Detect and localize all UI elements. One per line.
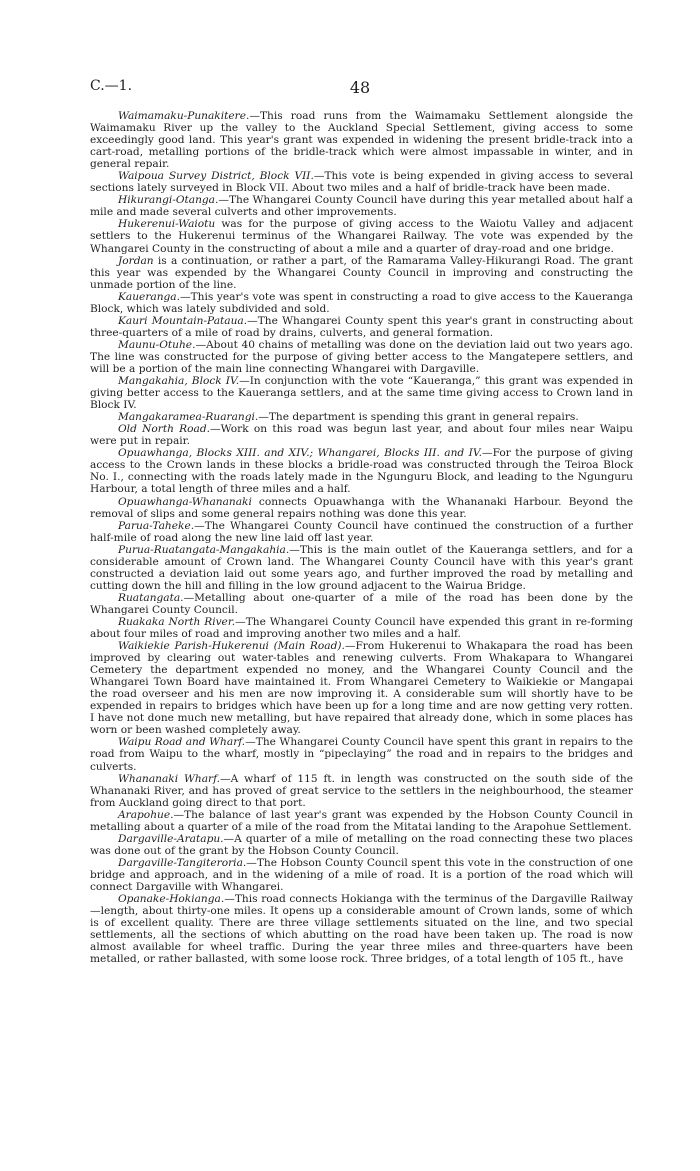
paragraph-lead: Dargaville-Aratapu. [118,832,224,845]
paragraph-lead: Parua-Taheke. [118,519,195,532]
page-header [90,78,630,98]
paragraph [90,315,633,339]
paragraph-lead: Jordan [118,254,154,267]
paragraph-lead: Old North Road. [118,423,210,436]
paragraph [90,736,633,772]
paragraph [90,640,633,736]
paragraph [90,857,633,893]
paragraph [90,544,633,592]
paragraph [90,592,633,616]
paragraph-text: —Work on this road was begun last year, and about four miles near Waipu were put in repair. [90,423,633,448]
paragraph-text: —This is the main outlet of the Kaueranga settlers, and for a considerable amount of Crown land. The Whangarei County Council have with this year's grant constructed a deviation laid out some years ago, and further improved the road by metalling and cutting down the hill and filling in the low ground adjacent to the Wairua Bridge. [90,543,633,592]
paragraph-lead: Arapohue. [118,808,174,821]
paragraph-text: —This road connects Hokianga with the terminus of the Dargaville Railway—length, about thirty-one miles. It opens up a considerable amount of Crown lands, some of which is of excellent quality. There are three village settlements situated on the line, and two special settlements, all the sections of which abutting on the road have been taken up. The road is now almost available for wheel traffic. During the year three miles and three-quarters have been metalled, or rather ballasted, with some loose rock. Three bridges, of a total length of 105 ft., have [90,893,633,966]
paragraph [90,520,633,544]
paragraph-text: —A wharf of 115 ft. in length was constructed on the south side of the Whananaki River, and has proved of great service to the settlers in the neighbourhood, the steamer from Auckland going direct to that port. [90,772,633,809]
paragraph [90,170,633,194]
paragraph [90,893,633,965]
paragraph-text: —The Whangarei County Council have continued the construction of a further half-mile of road along the new line laid off last year. [90,519,633,544]
paragraph [90,375,633,411]
paragraph [90,447,633,495]
paragraph-lead: Waipoua Survey District, Block VII. [118,170,314,183]
paragraph [90,809,633,833]
paragraph-lead: Mangakahia, Block IV. [118,375,240,388]
paragraph-text: —Metalling about one-quarter of a mile of the road has been done by the Whangarei County Council. [90,591,633,616]
paragraph [90,773,633,809]
paragraph-text: —The Hobson County Council spent this vote in the construction of one bridge and approach, and in the widening of a mile of road. It is a portion of the road which will connect Dargaville with Whangarei. [90,856,633,893]
paragraph [90,291,633,315]
paragraph-lead: Ruatangata. [118,591,184,604]
paragraph-lead: Hukerenui-Waiotu [118,218,216,231]
paragraph-text: —The Whangarei County spent this year's grant in constructing about three-quarters of a mile of road by drains, culverts, and general formation. [90,314,633,339]
paragraph-text: —This year's vote was spent in constructing a road to give access to the Kaueranga Block, which was lately subdivided and sold. [90,290,633,315]
paragraph-text: was for the purpose of giving access to the Waiotu Valley and adjacent settlers to the Hukerenui terminus of the Whangarei Railway. The vote was expended by the Whangarei County in the constructing of about a mile and a quarter of dray-road and one bridge. [90,218,633,255]
paragraph-lead: Ruakaka North River. [118,615,236,628]
paragraph-text: is a continuation, or rather a part, of the Ramarama Valley-Hikurangi Road. The grant this year was expended by the Whangarei County Council in improving and constructing the unmade portion of the line. [90,254,633,291]
paragraph-lead: Waipu Road and Wharf. [118,736,246,749]
paragraph-lead: Waikiekie Parish-Hukerenui (Main Road). [118,640,345,653]
paragraph [90,218,633,254]
paragraph-lead: Dargaville-Tangiteroria. [118,856,247,869]
paragraph-text: —The department is spending this grant in general repairs. [258,411,579,424]
paragraph [90,411,633,423]
paragraph-text: —For the purpose of giving access to the Crown lands in these blocks a bridle-road was constructed through the Teiroa Block No. I., connecting with the roads lately made in the Ngunguru Block, and leading to the Ngunguru Harbour, a total length of three miles and a half. [90,447,633,496]
paragraph [90,339,633,375]
paragraph-lead: Opanake-Hokianga. [118,893,225,906]
paragraph-lead: Waimamaku-Punakitere. [118,110,250,122]
paragraph-lead: Kaueranga. [118,290,180,303]
paragraph-text: —The balance of last year's grant was expended by the Hobson County Council in metalling about a quarter of a mile of the road from the Mitatai landing to the Arapohue Settlement. [90,808,633,833]
paragraph-lead: Opuawhanga-Whananaki [118,495,252,508]
paragraph-text: —The Whangarei County Council have spent this grant in repairs to the road from Waipu to the wharf, mostly in “pipeclaying” the road and in repairs to the bridges and culverts. [90,736,633,773]
paragraph-lead: Opuawhanga, Blocks XIII. and XIV.; Whangarei, Blocks III. and IV. [118,447,483,460]
paragraph-lead: Hikurangi-Otanga. [118,194,219,207]
paragraph-lead: Kauri Mountain-Pataua. [118,314,248,327]
page-number: 48 [349,78,371,97]
paragraph [90,616,633,640]
report-reference: C.—1. [90,78,133,94]
paragraph-text: —The Whangarei County Council have expended this grant in re-forming about four miles of road and improving another two miles and a half. [90,615,634,641]
paragraph-text: —The Whangarei County Council have during this year metalled about half a mile and made several culverts and other improvements. [90,194,633,219]
paragraph [90,833,633,857]
paragraph [90,194,633,218]
paragraph-lead: Purua-Ruatangata-Mangakahia. [118,543,290,556]
paragraph-text: —From Hukerenui to Whakapara the road has been improved by clearing out water-tables and renewing culverts. From Whakapara to Whangarei Cemetery the department expended no money, and the Whangarei County Council and the Whangarei Town Board have maintained it. From Whangarei Cemetery to Waikiekie or Mangapai the road overseer and his men are now improving it. A considerable sum will shortly have to be expended in repairs to bridges which have been up for a long time and are now getting very rotten. I have not done much new metalling, but have repaired that already done, which in some places has worn or been washed completely away. [90,640,634,737]
paragraph [90,110,633,170]
paragraph-text: —This vote is being expended in giving access to several sections lately surveyed in Block VII. About two miles and a half of bridle-track have been made. [90,170,634,195]
report-body [90,110,633,965]
paragraph [90,255,633,291]
paragraph-text: —This road runs from the Waimamaku Settlement alongside the Waimamaku River up the valley to the Auckland Special Settlement, giving access to some exceedingly good land. This year's grant was expended in widening the present bridle-track into a cart-road, metalling portions of the bridle-track which were almost impassable in winter, and in general repair. [90,110,633,171]
paragraph-lead: Whananaki Wharf. [118,772,220,785]
paragraph-lead: Mangakaramea-Ruarangi. [118,411,259,424]
paragraph-text: connects Opuawhanga with the Whananaki Harbour. Beyond the removal of slips and some general repairs nothing was done this year. [90,495,633,520]
paragraph-text: —A quarter of a mile of metalling on the road connecting these two places was done out of the grant by the Hobson County Council. [90,832,633,857]
paragraph-text: —About 40 chains of metalling was done on the deviation laid out two years ago. The line was constructed for the purpose of giving better access to the Mangatepere settlers, and will be a portion of the main line connecting Whangarei with Dargaville. [90,338,633,375]
paragraph-text: —In conjunction with the vote “Kaueranga,” this grant was expended in giving better access to the Kaueranga settlers, and at the same time giving access to Crown land in Block IV. [90,375,634,412]
paragraph [90,423,633,447]
paragraph [90,496,633,520]
paragraph-lead: Maunu-Otuhe. [118,338,196,351]
